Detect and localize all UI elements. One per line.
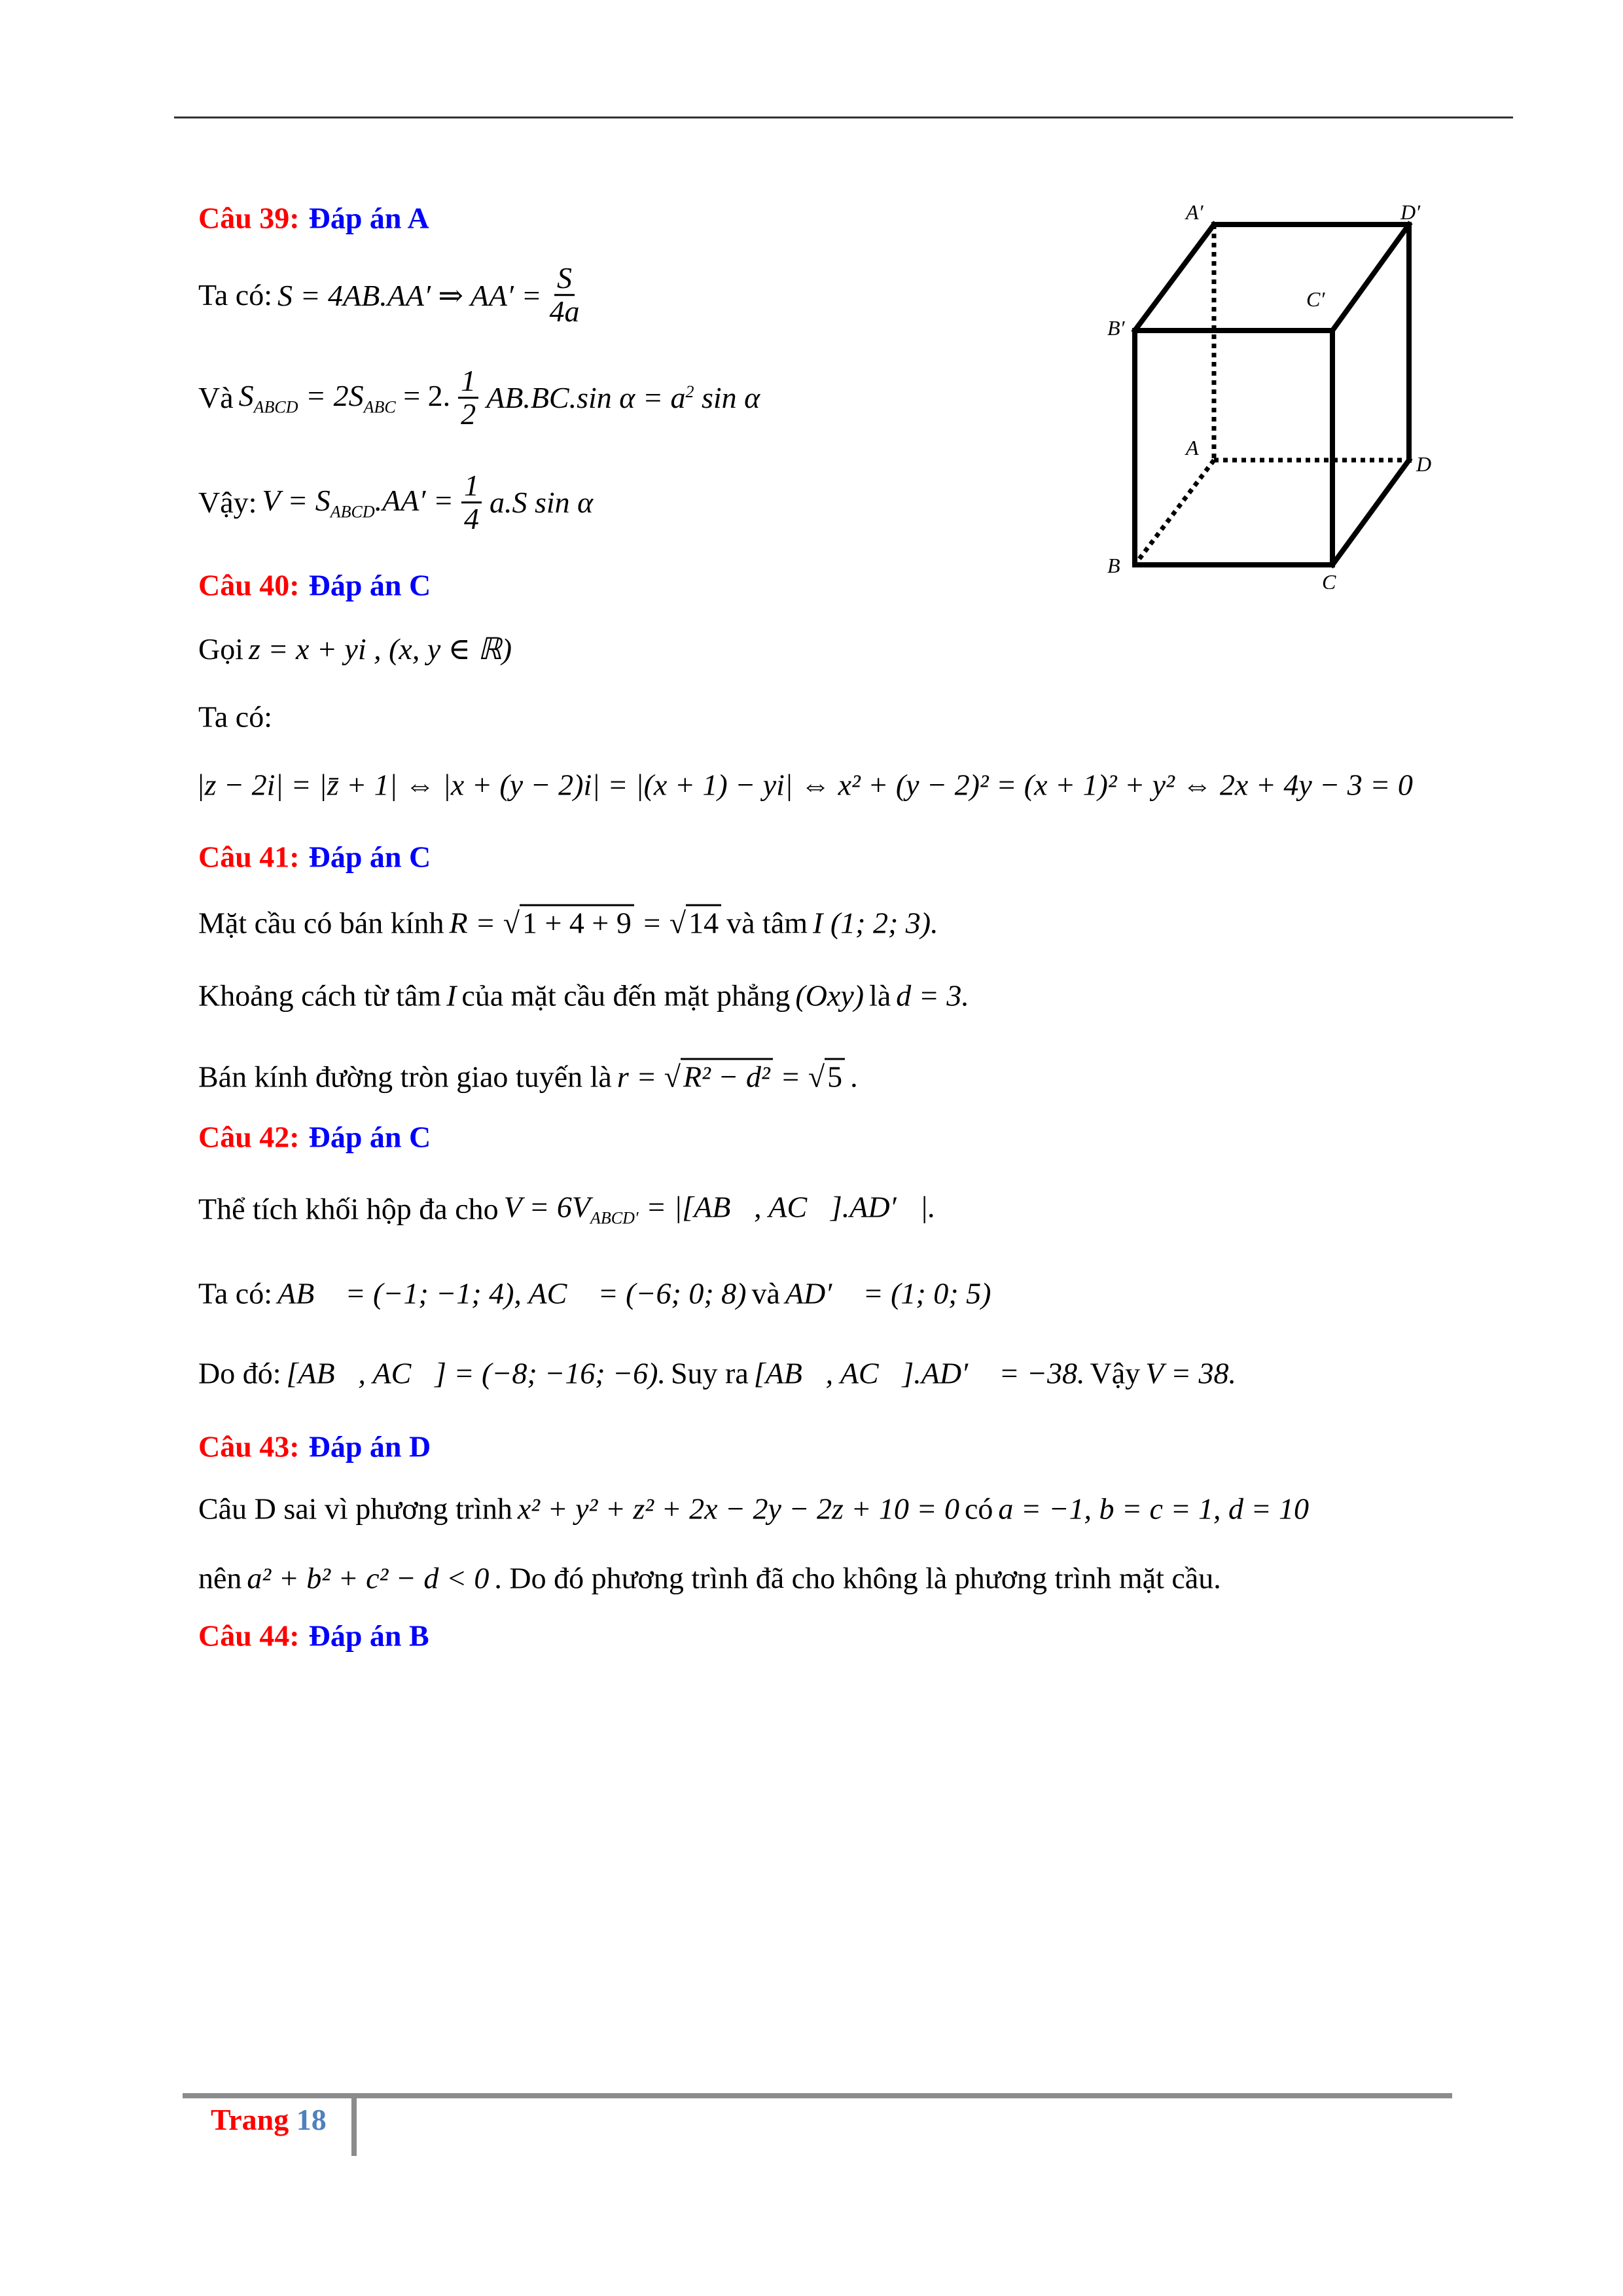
q42-line2: Ta có: AB⃗ = (−1; −1; 4), AC⃗ = (−6; 0; 8) và AD′⃗ = (1; 0; 5) bbox=[198, 1276, 991, 1310]
fraction: $\frac{1}{2}$ bbox=[458, 365, 478, 431]
q43-heading: Câu 43: Đáp án D bbox=[198, 1429, 431, 1463]
label-c-prime: C′ bbox=[1306, 287, 1325, 311]
q41-line3: Bán kính đường tròn giao tuyến là r = √R² − d² = √5 . bbox=[198, 1060, 858, 1094]
q41-heading: Câu 41: Đáp án C bbox=[198, 840, 431, 874]
label-d: D bbox=[1416, 452, 1432, 476]
label-d-prime: D′ bbox=[1400, 200, 1421, 224]
edge-a1-b1 bbox=[1135, 224, 1214, 331]
edge-d1-c1 bbox=[1332, 224, 1409, 331]
label-b-prime: B′ bbox=[1107, 316, 1125, 340]
label-c: C bbox=[1322, 570, 1336, 589]
label-a: A bbox=[1186, 436, 1199, 459]
q41-line2: Khoảng cách từ tâm I của mặt cầu đến mặt phẳng (Oxy) là d = 3. bbox=[198, 978, 969, 1013]
footer-divider bbox=[351, 2096, 357, 2156]
cube-figure bbox=[1099, 196, 1466, 589]
label-b: B bbox=[1107, 554, 1120, 577]
q42-heading: Câu 42: Đáp án C bbox=[198, 1120, 431, 1154]
q42-line3: Do đó: [AB⃗, AC⃗] = (−8; −16; −6). Suy ra [AB⃗, AC⃗].AD′⃗ = −38. Vậy V = 38. bbox=[198, 1356, 1236, 1390]
fraction: $\frac{1}{4}$ bbox=[461, 470, 482, 535]
hidden-edge-a-b bbox=[1135, 460, 1214, 565]
footer-rule bbox=[183, 2093, 1452, 2098]
q39-line3: Vậy: $V = S_{ABCD}.AA'$ = $\frac{1}{4}$ a.S sin α bbox=[198, 469, 594, 536]
q43-line2: nên a² + b² + c² − d < 0 . Do đó phương trình đã cho không là phương trình mặt cầu. bbox=[198, 1561, 1221, 1595]
q41-line1: Mặt cầu có bán kính R = √1 + 4 + 9 = √14 và tâm I (1; 2; 3). bbox=[198, 906, 944, 941]
q40-line1: Gọi z = x + yi , (x, y ∈ ℝ) bbox=[198, 632, 512, 666]
q39-line1: Ta có: S = 4AB.AA′ ⇒ AA′ = $\frac{S}{4a}$ bbox=[198, 261, 580, 329]
q39-heading: Câu 39: Đáp án A bbox=[198, 201, 429, 235]
q40-heading: Câu 40: Đáp án C bbox=[198, 568, 431, 602]
q40-line3: |z − 2i| = |z̄ + 1| ⇔ |x + (y − 2)i| = |(x + 1) − yi| ⇔ x² + (y − 2)² = (x + 1)² + y² ⇔ 2x + 4y − 3 = 0 bbox=[196, 768, 1413, 802]
header-rule bbox=[174, 117, 1513, 118]
label-a-prime: A′ bbox=[1186, 200, 1204, 224]
q42-line1: Thể tích khối hộp đa cho $V = 6V_{ABCD'}$ = |[AB⃗, AC⃗].AD′⃗|. bbox=[198, 1190, 936, 1228]
q43-line1: Câu D sai vì phương trình x² + y² + z² + 2x − 2y − 2z + 10 = 0 có a = −1, b = c = 1, d = 10 bbox=[198, 1492, 1310, 1526]
q39-line2: Và $S_{ABCD} = 2S_{ABC} = 2$. $\frac{1}{2}$ AB.BC.sin $\alpha = a^2$ sin α bbox=[198, 364, 760, 431]
page-number-label: Trang 18 bbox=[211, 2103, 327, 2136]
q40-line2: Ta có: bbox=[198, 700, 273, 734]
fraction: $\frac{S}{4a}$ bbox=[549, 261, 580, 329]
edge-c-d bbox=[1332, 460, 1409, 565]
q44-heading: Câu 44: Đáp án B bbox=[198, 1619, 429, 1653]
